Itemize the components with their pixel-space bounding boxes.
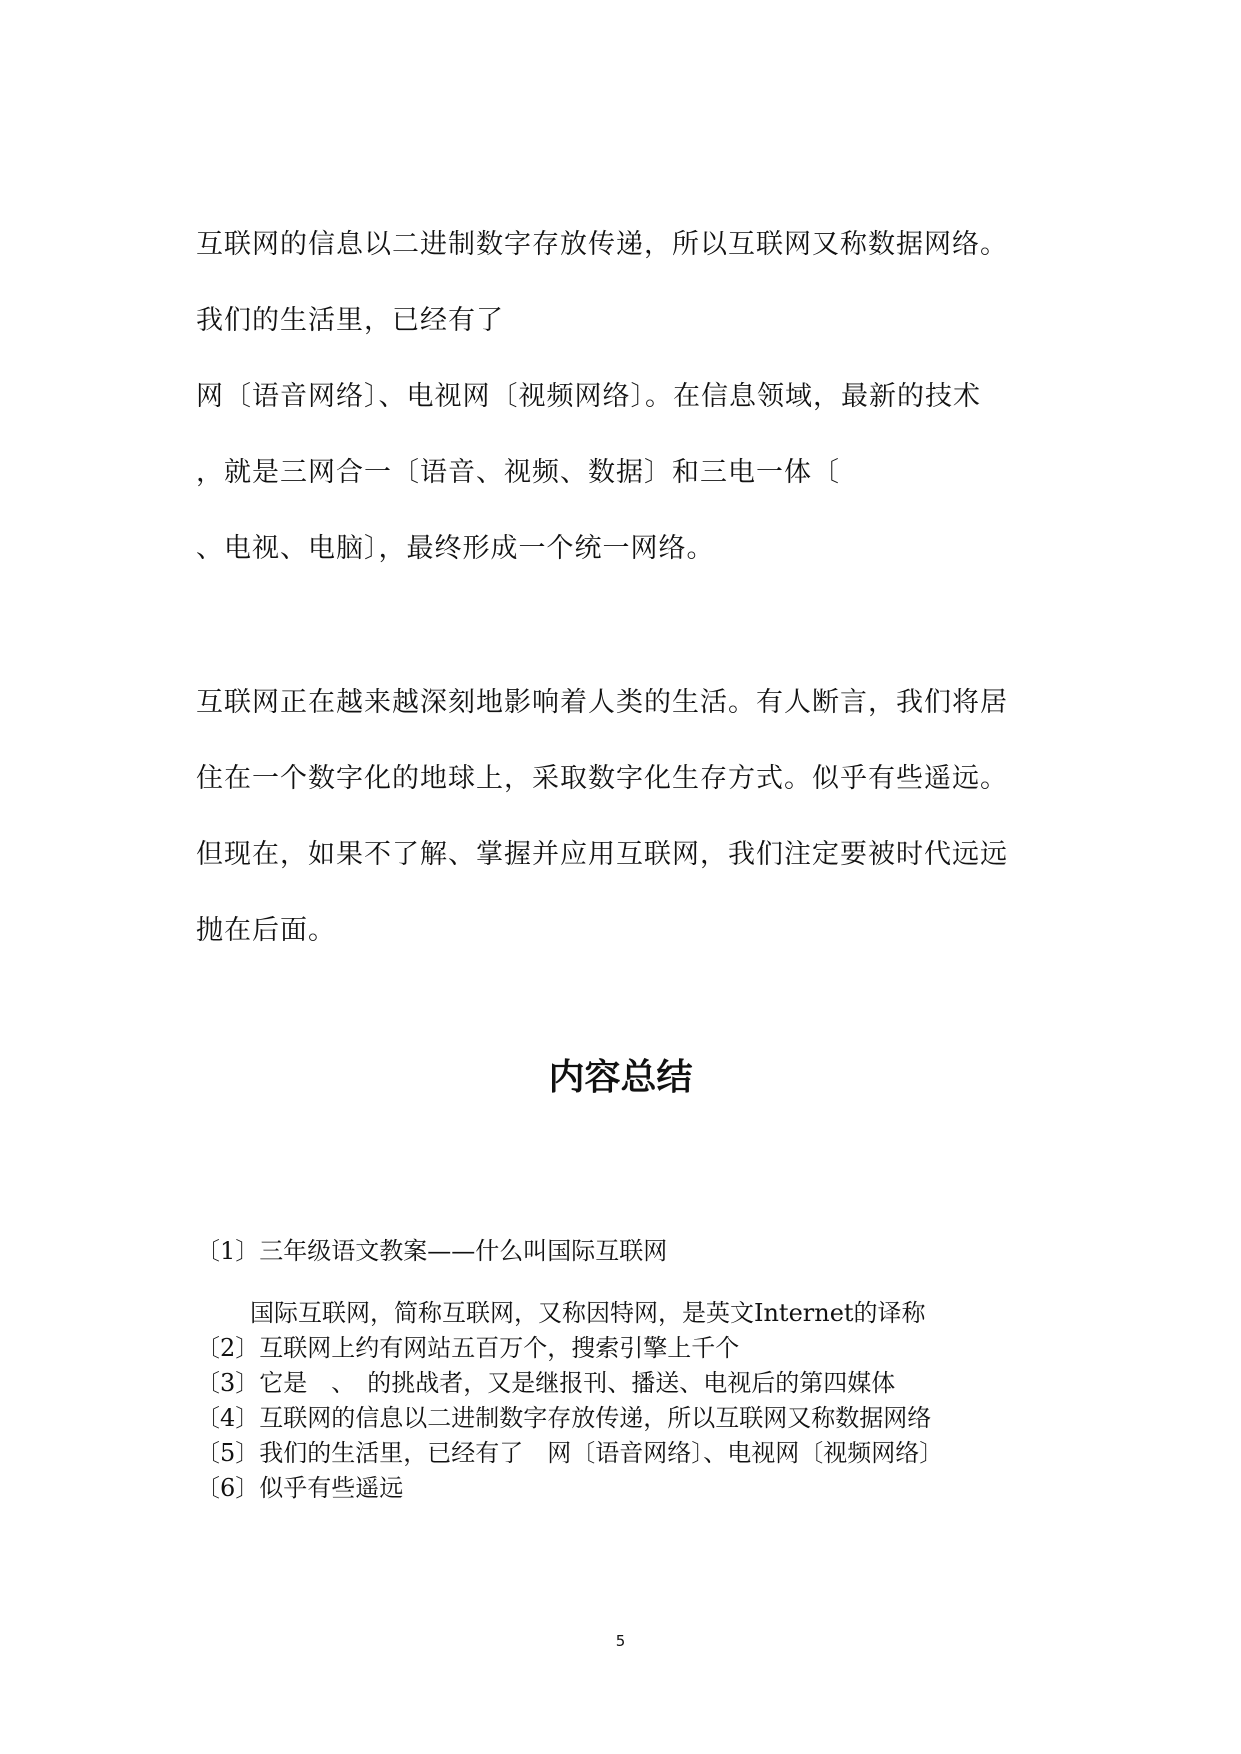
summary-item-1-detail: 国际互联网，简称互联网，又称因特网，是英文Internet的译称 (250, 1299, 926, 1327)
page-number: 5 (615, 1632, 626, 1650)
summary-heading: 内容总结 (548, 1057, 693, 1098)
summary-item-3: 〔3〕它是 、 的挑战者，又是继报刊、播送、电视后的第四媒体 (196, 1369, 896, 1397)
summary-item-1: 〔1〕三年级语文教案——什么叫国际互联网 (196, 1237, 668, 1265)
body-line-3: 网〔语音网络〕、电视网〔视频网络〕。在信息领域，最新的技术 (196, 381, 981, 412)
summary-item-6: 〔6〕似乎有些遥远 (196, 1474, 404, 1502)
body-line-9: 抛在后面。 (196, 915, 336, 946)
body-line-1: 互联网的信息以二进制数字存放传递，所以互联网又称数据网络。 (196, 229, 1008, 260)
body-line-2: 我们的生活里，已经有了 (196, 305, 504, 336)
body-line-4: ，就是三网合一〔语音、视频、数据〕和三电一体〔 (196, 457, 840, 488)
summary-item-4: 〔4〕互联网的信息以二进制数字存放传递，所以互联网又称数据网络 (196, 1404, 932, 1432)
body-line-7: 住在一个数字化的地球上，采取数字化生存方式。似乎有些遥远。 (196, 763, 1008, 794)
summary-item-2: 〔2〕互联网上约有网站五百万个，搜索引擎上千个 (196, 1334, 740, 1362)
body-line-6: 互联网正在越来越深刻地影响着人类的生活。有人断言，我们将居 (196, 687, 1008, 718)
body-line-5: 、电视、电脑〕，最终形成一个统一网络。 (196, 533, 715, 564)
body-line-8: 但现在，如果不了解、掌握并应用互联网，我们注定要被时代远远 (196, 839, 1008, 870)
summary-item-5: 〔5〕我们的生活里，已经有了 网〔语音网络〕、电视网〔视频网络〕 (196, 1439, 944, 1467)
